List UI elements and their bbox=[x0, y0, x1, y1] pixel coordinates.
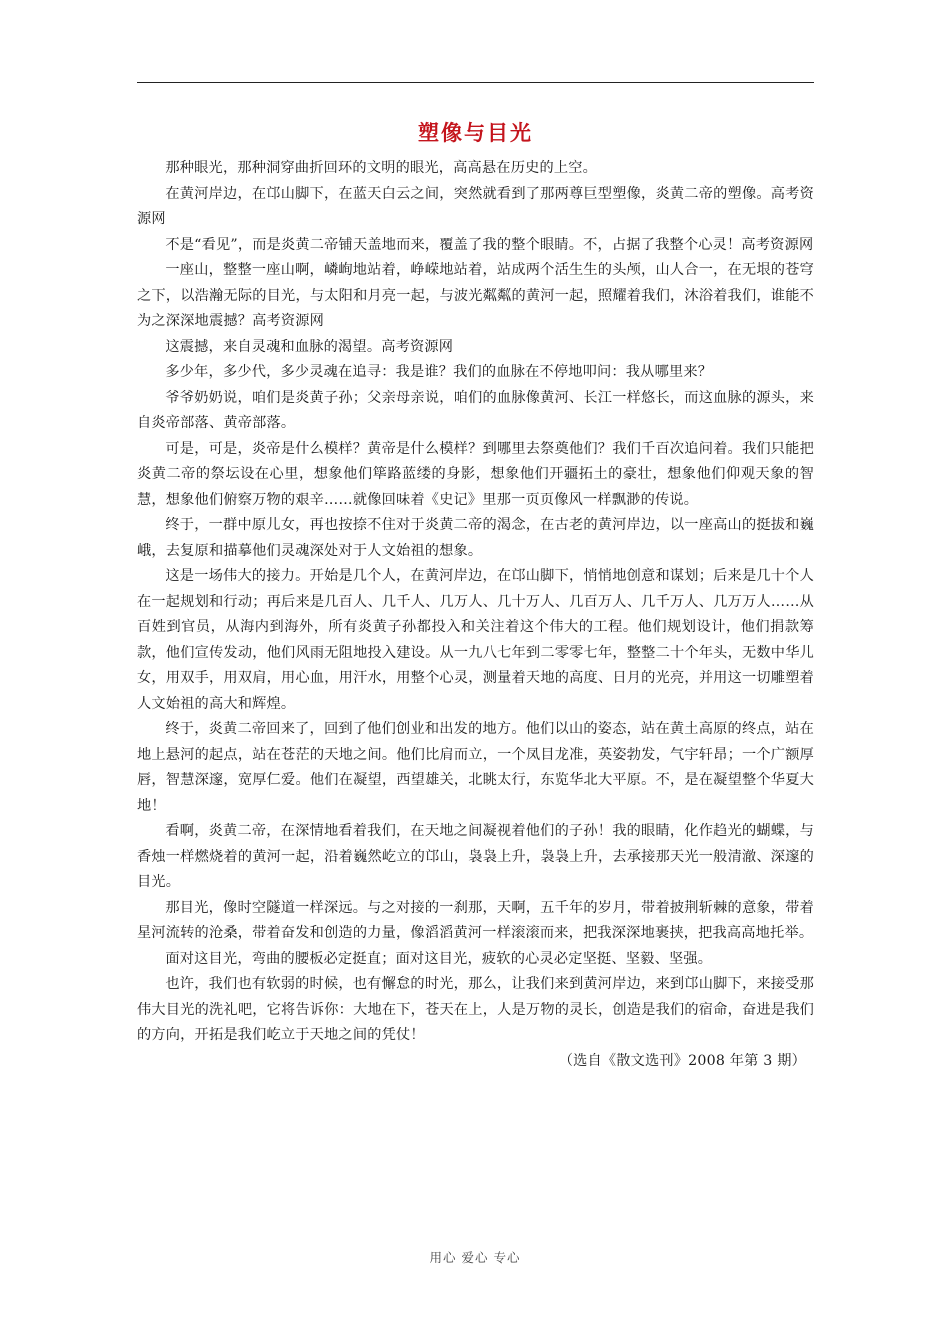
source-citation: （选自《散文选刊》2008 年第 3 期） bbox=[558, 1052, 806, 1069]
header-rule bbox=[137, 82, 814, 83]
page-footer: 用心 爱心 专心 bbox=[429, 1250, 521, 1265]
article-body bbox=[137, 156, 814, 1074]
article-title: 塑像与目光 bbox=[418, 120, 533, 145]
paragraph: 那种眼光，那种洞穿曲折回环的文明的眼光，高高悬在历史的上空。 bbox=[165, 160, 598, 176]
paragraph: 多少年，多少代，多少灵魂在追寻：我是谁？我们的血脉在不停地叩问：我从哪里来？ bbox=[165, 364, 713, 380]
paragraph: 看啊，炎黄二帝，在深情地看着我们，在天地之间凝视着他们的子孙！我的眼睛，化作趋光的蝴蝶，与香烛一样燃烧着的黄河一起，沿着巍然屹立的邙山，袅袅上升，袅袅上升，去承接那天光一般清澈、深邃的目光。 bbox=[137, 823, 814, 890]
paragraph: 终于，炎黄二帝回来了，回到了他们创业和出发的地方。他们以山的姿态，站在黄土高原的终点，站在地上悬河的起点，站在苍茫的天地之间。他们比肩而立，一个凤目龙准，英姿勃发，气宇轩昂；一个广额厚唇，智慧深邃，宽厚仁爱。他们在凝望，西望雄关，北眺太行，东览华北大平原。不，是在凝望整个华夏大地！ bbox=[137, 721, 814, 814]
paragraph: 也许，我们也有软弱的时候，也有懈怠的时光，那么，让我们来到黄河岸边，来到邙山脚下，来接受那伟大目光的洗礼吧，它将告诉你：大地在下，苍天在上，人是万物的灵长，创造是我们的宿命，奋进是我们的方向，开拓是我们屹立于天地之间的凭仗！ bbox=[137, 976, 814, 1043]
paragraph: 终于，一群中原儿女，再也按捺不住对于炎黄二帝的渴念，在古老的黄河岸边，以一座高山的挺拔和巍峨，去复原和描摹他们灵魂深处对于人文始祖的想象。 bbox=[137, 517, 814, 559]
paragraph: 可是，可是，炎帝是什么模样？黄帝是什么模样？到哪里去祭奠他们？我们千百次追问着。我们只能把炎黄二帝的祭坛设在心里，想象他们筚路蓝缕的身影，想象他们开疆拓土的豪壮，想象他们仰观天象的智慧，想象他们俯察万物的艰辛……就像回味着《史记》里那一页页像风一样飘渺的传说。 bbox=[137, 440, 814, 508]
paragraph: 爷爷奶奶说，咱们是炎黄子孙；父亲母亲说，咱们的血脉像黄河、长江一样悠长，而这血脉的源头，来自炎帝部落、黄帝部落。 bbox=[137, 389, 814, 431]
paragraph: 那目光，像时空隧道一样深远。与之对接的一刹那，天啊，五千年的岁月，带着披荆斩棘的意象，带着星河流转的沧桑，带着奋发和创造的力量，像滔滔黄河一样滚滚而来，把我深深地裹挟，把我高高地托举。 bbox=[137, 899, 814, 941]
paragraph: 面对这目光，弯曲的腰板必定挺直；面对这目光，疲软的心灵必定坚挺、坚毅、坚强。 bbox=[165, 950, 713, 967]
paragraph: 在黄河岸边，在邙山脚下，在蓝天白云之间，突然就看到了那两尊巨型塑像，炎黄二帝的塑像。高考资源网 bbox=[137, 185, 814, 227]
paragraph: 这是一场伟大的接力。开始是几个人，在黄河岸边，在邙山脚下，悄悄地创意和谋划；后来是几十个人在一起规划和行动；再后来是几百人、几千人、几万人、几十万人、几百万人、几千万人、几万万人……从百姓到官员，从海内到海外，所有炎黄子孙都投入和关注着这个伟大的工程。他们规划设计，他们捐款筹款，他们宣传发动，他们风雨无阻地投入建设。从一九八七年到二零零七年，整整二十个年头，无数中华儿女，用双手，用双肩，用心血，用汗水，用整个心灵，测量着天地的高度、日月的光亮，并用这一切雕塑着人文始祖的高大和辉煌。 bbox=[137, 568, 814, 712]
paragraph: 不是“看见”，而是炎黄二帝铺天盖地而来，覆盖了我的整个眼睛。不，占据了我整个心灵！高考资源网 bbox=[165, 236, 814, 253]
paragraph: 一座山，整整一座山啊，嶙峋地站着，峥嵘地站着，站成两个活生生的头颅，山人合一，在无垠的苍穹之下，以浩瀚无际的目光，与太阳和月亮一起，与波光粼粼的黄河一起，照耀着我们，沐浴着我们，谁能不为之深深地震撼？高考资源网 bbox=[137, 262, 814, 329]
paragraph: 这震撼，来自灵魂和血脉的渴望。高考资源网 bbox=[165, 338, 454, 355]
